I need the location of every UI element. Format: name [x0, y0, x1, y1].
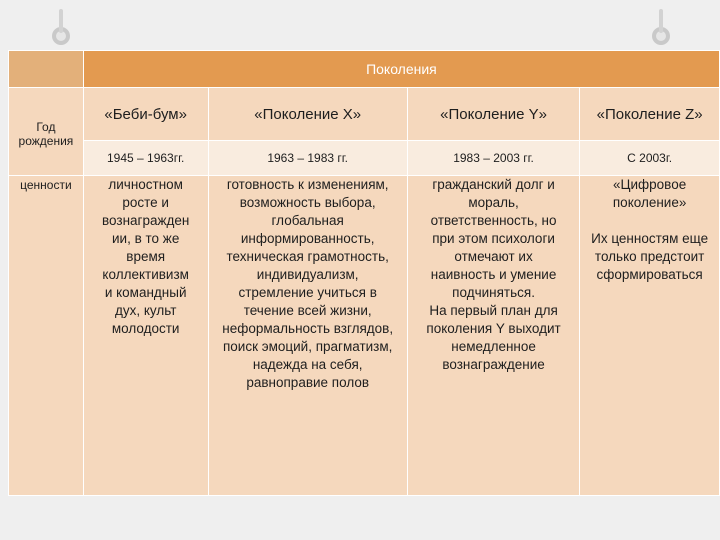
generation-values-text: готовность к изменениям, возможность выбора, глобальная информированность, техническая грамотность, индивидуализм, стремление учиться в течение всей жизни, неформальность взглядов, поиск эмоций, прагматизм, надежда на себя, равноправие полов — [222, 177, 394, 390]
generation-years-cell: 1983 – 2003 гг. — [407, 141, 579, 176]
row-label-birth-year — [9, 88, 84, 176]
generation-name-cell: «Беби-бум» — [83, 88, 208, 141]
generation-values-text: «Цифровое поколение» Их ценностям еще только предстоит сформироваться — [591, 177, 709, 282]
row-label-values: ценности — [9, 176, 84, 496]
generation-values-cell — [407, 176, 579, 496]
generation-values-text: гражданский долг и мораль, ответственность, но при этом психологи отмечают их наивность и умение подчиняться. На первый план для поколения Y выходит немедленное вознаграждение — [426, 177, 561, 372]
generation-names-row — [9, 88, 720, 141]
table-header: Поколения — [83, 51, 719, 88]
row-label-birth-year-text: Год рождения — [18, 119, 74, 148]
generation-values-text: личностном росте и вознагражден ии, в то же время коллективизм и командный дух, культ молодости — [102, 177, 190, 336]
generation-values-cell — [580, 176, 720, 496]
generation-name-cell: «Поколение Y» — [407, 88, 579, 141]
generation-name-cell: «Поколение Z» — [580, 88, 720, 141]
generation-years-cell: 1945 – 1963гг. — [83, 141, 208, 176]
generation-values-cell — [208, 176, 407, 496]
generation-name-cell: «Поколение X» — [208, 88, 407, 141]
binder-ring-right-icon — [652, 27, 670, 45]
corner-cell — [9, 51, 84, 88]
header-row — [9, 51, 720, 88]
binder-ring-left-icon — [52, 27, 70, 45]
generations-table — [8, 50, 720, 496]
generation-years-cell: С 2003г. — [580, 141, 720, 176]
generation-years-cell: 1963 – 1983 гг. — [208, 141, 407, 176]
generation-values-cell — [83, 176, 208, 496]
generation-years-row — [9, 141, 720, 176]
values-row — [9, 176, 720, 496]
